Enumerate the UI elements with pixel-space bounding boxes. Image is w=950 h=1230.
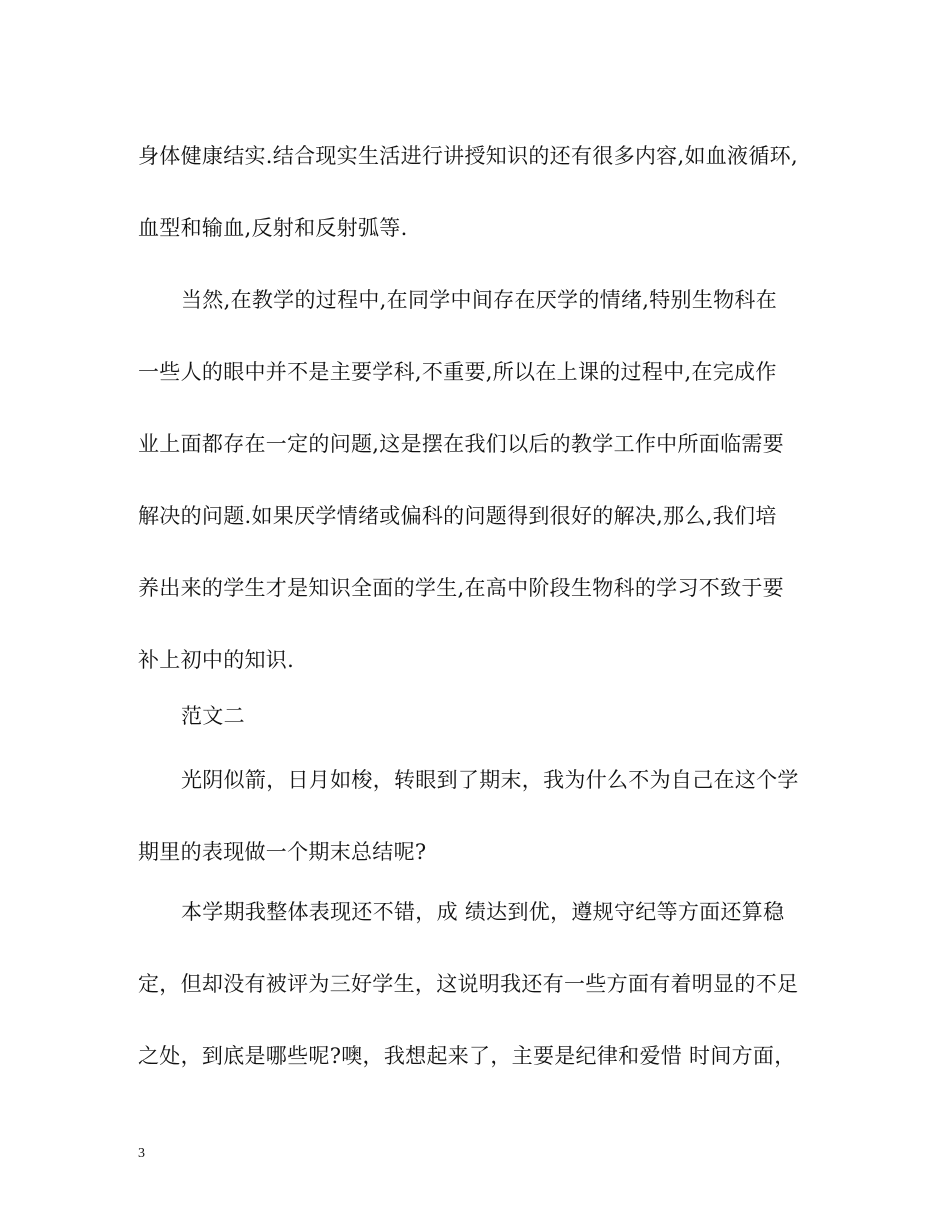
paragraph-line: 一些人的眼中并不是主要学科,不重要,所以在上课的过程中,在完成作 <box>138 360 777 384</box>
paragraph-line: 解决的问题.如果厌学情绪或偏科的问题得到很好的解决,那么,我们培 <box>138 504 777 528</box>
section-heading: 范文二 <box>181 704 245 728</box>
page-number: 3 <box>138 1146 145 1161</box>
paragraph-line: 身体健康结实.结合现实生活进行讲授知识的还有很多内容,如血液循环, <box>138 144 798 168</box>
paragraph-line: 补上初中的知识. <box>138 648 295 672</box>
paragraph-line: 光阴似箭，日月如梭，转眼到了期末，我为什么不为自己在这个学 <box>181 768 799 792</box>
paragraph-line: 定，但却没有被评为三好学生，这说明我还有一些方面有着明显的不足 <box>138 972 799 996</box>
paragraph-line: 期里的表现做一个期末总结呢? <box>138 840 427 864</box>
paragraph-line: 之处，到底是哪些呢?噢，我想起来了，主要是纪律和爱惜 时间方面， <box>138 1044 796 1068</box>
paragraph-line: 本学期我整体表现还不错，成 绩达到优，遵规守纪等方面还算稳 <box>181 900 785 924</box>
paragraph-line: 业上面都存在一定的问题,这是摆在我们以后的教学工作中所面临需要 <box>138 432 784 456</box>
paragraph-line: 血型和输血,反射和反射弧等. <box>138 216 408 240</box>
paragraph-line: 养出来的学生才是知识全面的学生,在高中阶段生物科的学习不致于要 <box>138 576 784 600</box>
paragraph-line: 当然,在教学的过程中,在同学中间存在厌学的情绪,特别生物科在 <box>181 288 778 312</box>
